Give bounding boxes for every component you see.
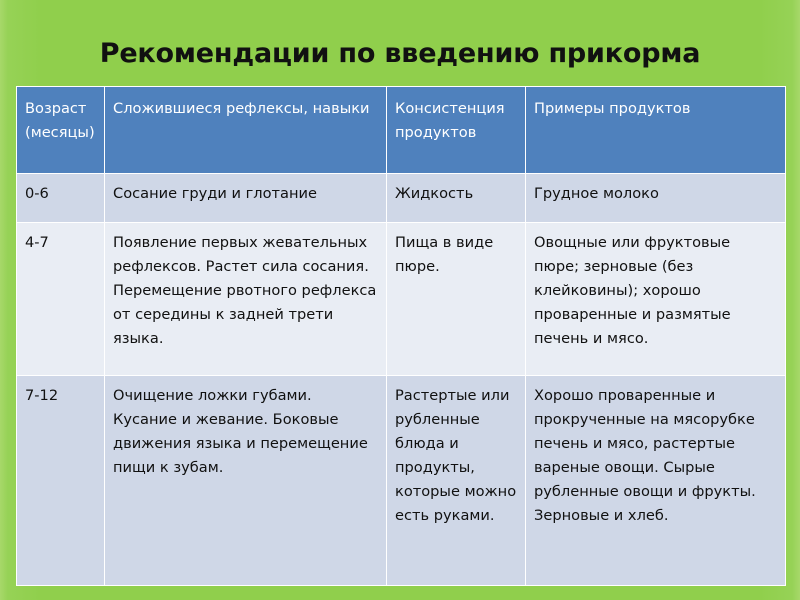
- table-row: [17, 174, 786, 223]
- cell-examples: Грудное молоко: [526, 174, 786, 223]
- table-header-row: [17, 87, 786, 174]
- cell-skills: Появление первых жевательных рефлексов. Растет сила сосания. Перемещение рвотного рефлекса от середины к задней трети языка.: [105, 223, 387, 376]
- table-row: [17, 223, 786, 376]
- cell-consistency: Растертые или рубленные блюда и продукты, которые можно есть руками.: [387, 376, 526, 586]
- cell-examples: Овощные или фруктовые пюре; зерновые (без клейковины); хорошо проваренные и размятые печень и мясо.: [526, 223, 786, 376]
- header-consistency: Консистенция продуктов: [387, 87, 526, 174]
- cell-skills: Очищение ложки губами. Кусание и жевание. Боковые движения языка и перемещение пищи к зубам.: [105, 376, 387, 586]
- recommendations-table: [16, 86, 786, 586]
- cell-age: 7-12: [17, 376, 105, 586]
- cell-consistency: Жидкость: [387, 174, 526, 223]
- header-skills: Сложившиеся рефлексы, навыки: [105, 87, 387, 174]
- cell-consistency: Пища в виде пюре.: [387, 223, 526, 376]
- table-row: [17, 376, 786, 586]
- header-age: Возраст (месяцы): [17, 87, 105, 174]
- header-examples: Примеры продуктов: [526, 87, 786, 174]
- cell-skills: Сосание груди и глотание: [105, 174, 387, 223]
- slide-title: Рекомендации по введению прикорма: [99, 38, 701, 69]
- cell-age: 0-6: [17, 174, 105, 223]
- cell-examples: Хорошо проваренные и прокрученные на мясорубке печень и мясо, растертые вареные овощи. Сырые рубленные овощи и фрукты. Зерновые и хлеб.: [526, 376, 786, 586]
- cell-age: 4-7: [17, 223, 105, 376]
